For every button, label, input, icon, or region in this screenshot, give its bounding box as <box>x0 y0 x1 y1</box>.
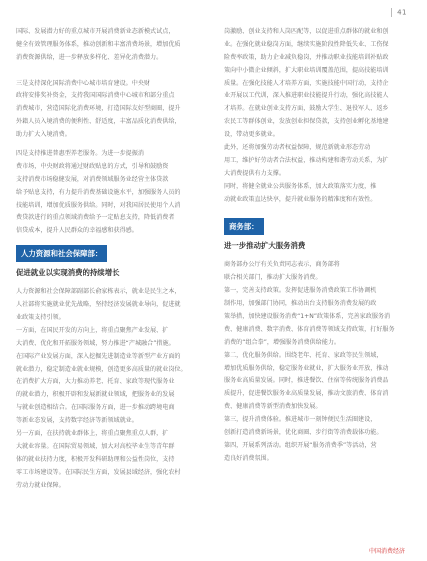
left-paragraph-4 <box>16 286 204 492</box>
text-line: 制作用，加强部门协同，推动出台支持服务消费发展的政 <box>224 300 377 308</box>
text-line: 同时，将健全就业公共服务体系，加大政策落实力度，推 <box>224 182 377 190</box>
text-line: 政将安排奖补资金，支持我国国际消费中心城市和部分重点 <box>16 92 175 100</box>
text-line: 费、健康消费等新型消费加快发展。 <box>224 403 322 411</box>
right-paragraph-2 <box>224 142 412 206</box>
text-line: 业开展以工代训，深入推进职业技能提升行动，强化高技能人 <box>224 92 389 100</box>
text-line: 消费资源供给，进一步释放多样化、差异化消费潜力。 <box>16 53 163 61</box>
section-subheading: 促进就业以实现消费的持续增长 <box>16 268 120 278</box>
text-line: 劳动力就业保障。 <box>16 481 65 489</box>
text-line: 的就业潜力，积极开辟和发展新就业领域，把服务业的发展 <box>16 391 175 399</box>
section-label: 人力资源和社会保障部： <box>16 245 107 262</box>
text-line: 业政策支持引领。 <box>16 314 65 322</box>
page-number-text: 41 <box>397 8 407 17</box>
text-line: 设，带动更多就业。 <box>224 131 279 139</box>
text-line: 险费率政策，助力企业减负稳岗，并推动职业技能培训补贴政 <box>224 53 389 61</box>
text-line: 在国际产业发展方面，深入挖掘先进制造业等新型产业方面的 <box>16 352 181 360</box>
text-line: 体的就业扶持力度，积极开发科研助理和公益性岗位，支持 <box>16 455 175 463</box>
text-line: 造良好消费氛围。 <box>224 454 273 462</box>
text-line: 业。在强化就业稳岗方面，继续实施阶段性降低失业、工伤保 <box>224 40 389 48</box>
text-line: 另一方面，在扶持就业群体上，将重点聚焦重点人群，扩 <box>16 430 169 438</box>
left-paragraph-2 <box>16 78 204 142</box>
text-line: 技能培训，增加优质服务供给。同时，对我国居民使用个人消 <box>16 201 181 209</box>
text-line: 质提升，促进餐饮服务业高质量发展，推动文旅消费、体育消 <box>224 390 389 398</box>
text-line: 费、健康消费、数字消费、体育消费等领域支持政策，打好服务 <box>224 325 395 333</box>
text-line: 四是支持推进普惠型养老服务。为进一步提振消 <box>16 150 144 158</box>
text-line: 与就业创造相结合。在国际服务方面，进一步推动跨境电商 <box>16 404 175 412</box>
text-line: 才培养。在就业创业支持方面，鼓励大学生、退役军人、返乡 <box>224 105 389 113</box>
text-line: 农民工等群体创业，发放创业担保贷款，支持创业孵化基地建 <box>224 118 389 126</box>
text-line: 大消费提供有力支撑。 <box>224 169 285 177</box>
text-line: 此外，还将加强劳动者权益保障，规范新就业形态劳动 <box>224 144 371 152</box>
text-line: 在消费扩大方面，大力推动养老、托育、家政等现代服务业 <box>16 378 175 386</box>
left-paragraph-1 <box>16 26 204 65</box>
text-line: 第一，完善支持政策。发挥促进服务消费政策工作协调机 <box>224 287 377 295</box>
text-line: 联合相关部门，推动扩大服务消费。 <box>224 274 322 282</box>
text-line: 外籍人员入境消费的便利性、舒适度，丰富品质化消费供给， <box>16 118 181 126</box>
text-line: 三是支持深化国际消费中心城市培育建设。中央财 <box>16 79 151 87</box>
text-line: 零工市场建设等。在国际民生方面，发展县域经济，强化农村 <box>16 468 181 476</box>
text-line: 消费的“组合拳”，增强服务消费供给能力。 <box>224 338 341 346</box>
text-line: 动就业政策直达快享，提升就业服务的精准度和有效性。 <box>224 195 377 203</box>
section-label: 商务部： <box>224 218 264 235</box>
text-line: 第二，优化服务供给。围绕老年、托育、家政等民生领域， <box>224 351 383 359</box>
right-paragraph-1 <box>224 26 412 142</box>
text-line: 信贷成本，提升人民群众的幸福感和获得感。 <box>16 227 138 235</box>
text-line: 第四，开展系列活动。组织开展“服务消费季”等活动，营 <box>224 441 377 449</box>
text-line: 支持消费市场稳健发展，对消费领域服务业经营主体贷款 <box>16 175 169 183</box>
text-line: 一方面，在国民开发的方向上，将重点聚焦产业发展、扩 <box>16 326 169 334</box>
right-paragraph-3 <box>224 259 412 465</box>
text-line: 岗激励、创业支持和人岗匹配等，以促进重点群体的就业和创 <box>224 28 389 35</box>
text-line: 增加优质服务供给，稳定服务业就业，扩大服务业开放，推动 <box>224 364 389 372</box>
text-line: 助力扩大入境消费。 <box>16 131 71 139</box>
header-divider <box>391 8 392 17</box>
text-line: 消费城市，营造国际化消费环境，打造国际友好型商圈，提升 <box>16 105 181 113</box>
text-line: 服务业高质量发展。同时，推进餐饮、住宿等传统服务消费品 <box>224 377 389 385</box>
text-line: 费贷款进行的重点领域消费给予一定贴息支持，降低消费者 <box>16 214 175 222</box>
text-line: 大就业容量。在国际贸易领域，加大对高校毕业生等青年群 <box>16 442 175 450</box>
text-line: 人社部将实施就业优先战略，坚持经济发展就业导向，促进就 <box>16 301 181 309</box>
text-line: 就业潜力，稳定制造业就业规模，创造更多高质量的就业岗位。 <box>16 365 187 373</box>
text-line: 国际、发展潜力好的重点城市开展消费新业态新模式试点， <box>16 28 175 35</box>
text-line: 用工，维护好劳动者合法权益，推动构建和谐劳动关系，为扩 <box>224 156 389 164</box>
text-line: 策向中小微企业倾斜，扩大职业培训覆盖范围，提高技能培训 <box>224 66 389 74</box>
right-column <box>224 26 412 466</box>
left-column <box>16 26 204 493</box>
left-paragraph-3 <box>16 148 204 238</box>
text-line: 第三，提升消费体验。推进城市一刻钟便民生活圈建设， <box>224 416 377 424</box>
page-number <box>391 8 407 17</box>
text-line: 费市场，中央财政将通过财政贴息的方式，引导和鼓励资 <box>16 162 169 170</box>
section-header-mohrss <box>16 245 204 278</box>
text-line: 策举措，加快建设服务消费“1+N”政策体系，完善家政服务消 <box>224 313 391 321</box>
footer-brand: 中国消费经济 <box>368 548 405 555</box>
text-line: 大消费、优化和开拓服务领域，努力推进“产城融合”措施。 <box>16 339 175 347</box>
text-line: 健全有效管理服务体系，推动创新和丰富消费场景，增加优质 <box>16 40 181 48</box>
text-line: 人力资源和社会保障部副部长俞家栋表示，就业是民生之本， <box>16 288 181 296</box>
section-header-mofcom <box>224 218 412 251</box>
section-subheading: 进一步推动扩大服务消费 <box>224 241 306 251</box>
text-line: 等新业态发展，支持数字经济等新领域就业。 <box>16 417 138 425</box>
text-line: 给予贴息支持，有力提升消费基础设施水平，加强服务人员的 <box>16 188 181 196</box>
text-line: 创新打造消费新场景，优化商圈、步行街等消费载体功能。 <box>224 429 383 437</box>
text-line: 质量。在强化技能人才培养方面，实施技能中国行动，支持企 <box>224 79 389 87</box>
text-line: 商务部办公厅有关负责同志表示，商务部将 <box>224 261 340 269</box>
